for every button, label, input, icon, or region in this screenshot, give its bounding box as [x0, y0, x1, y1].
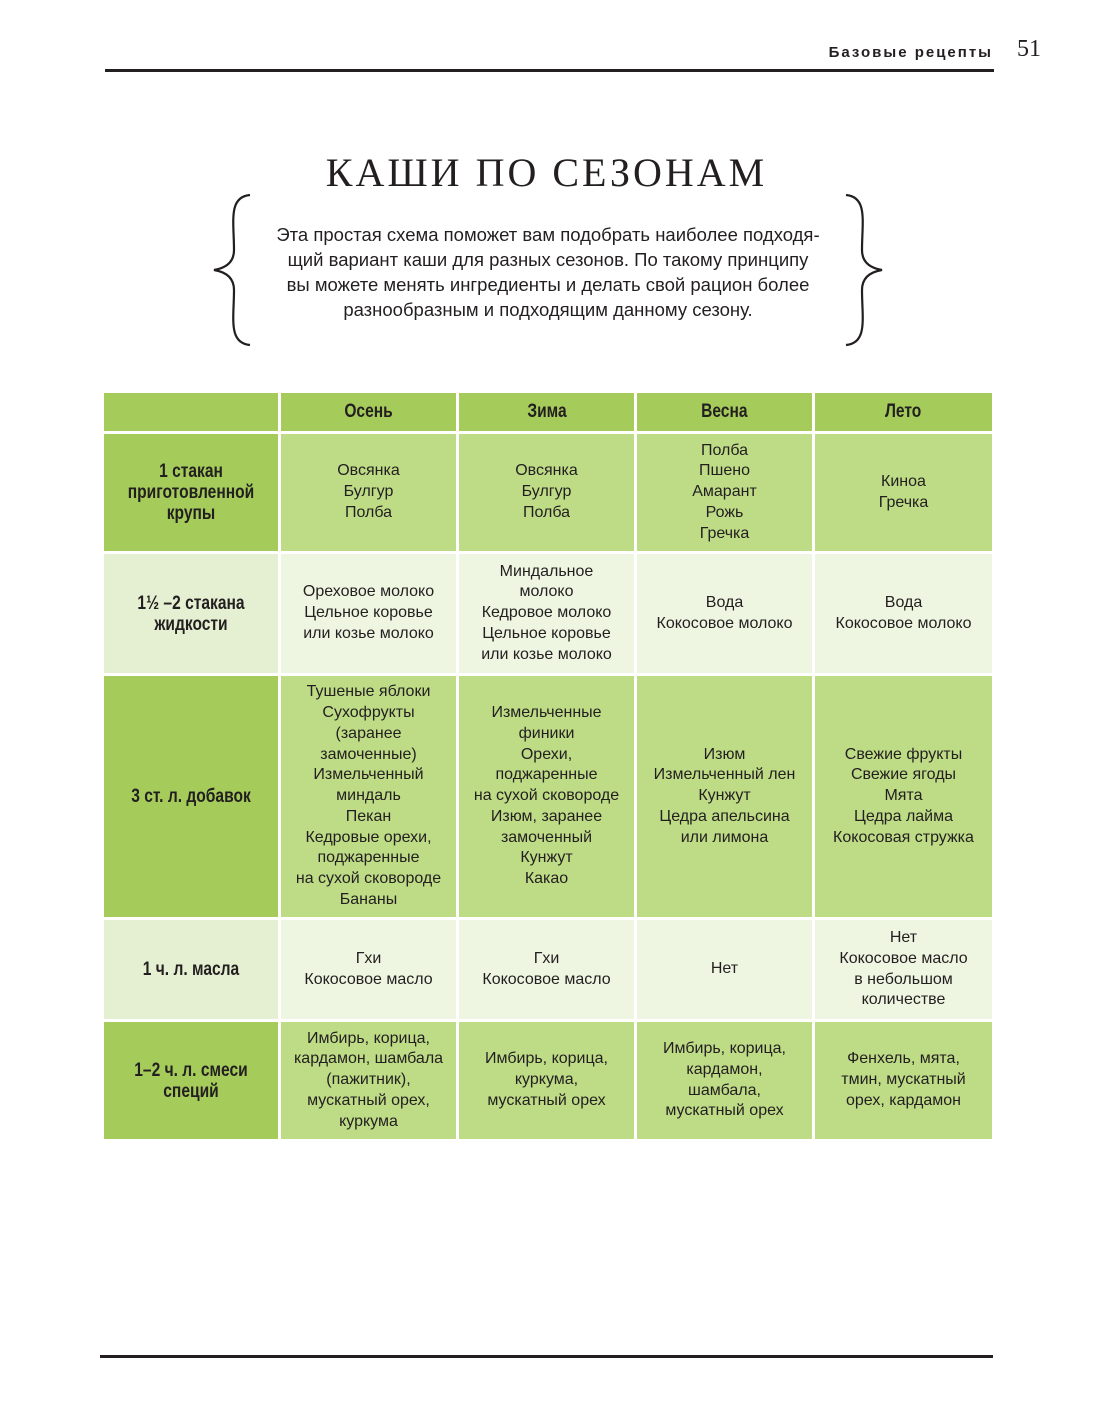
cell-line: Киноа	[881, 472, 926, 490]
cell-line: Булгур	[343, 483, 394, 501]
page-number: 51	[1017, 36, 1041, 62]
cell-summer	[814, 919, 994, 1021]
row-label-line: 3 ст. л. добавок	[131, 786, 251, 807]
cell-line: Тушеные яблоки	[306, 683, 431, 701]
cell-line: Кедровые орехи,	[305, 828, 432, 846]
header-label: Лето	[885, 401, 922, 422]
cell-line: орех, кардамон	[846, 1091, 961, 1109]
row-label-line: крупы	[166, 503, 216, 524]
cell-line: Кокосовое молоко	[656, 614, 793, 632]
cell-line: Полба	[700, 441, 749, 459]
cell-spring	[636, 1021, 814, 1141]
cell-line: тмин, мускатный	[841, 1071, 966, 1089]
row-label-line: специй	[163, 1080, 219, 1102]
table-header-row	[103, 392, 994, 433]
cell-autumn	[280, 553, 458, 675]
cell-line: мускатный орех	[665, 1102, 784, 1120]
cell-winter	[458, 1021, 636, 1141]
row-label	[103, 675, 280, 919]
cell-line: Фенхель, мята,	[847, 1050, 960, 1068]
cell-line: Овсянка	[337, 462, 400, 480]
table-row	[103, 675, 994, 919]
left-brace-icon	[210, 192, 254, 348]
cell-line: Нет	[889, 928, 918, 946]
cell-winter	[458, 919, 636, 1021]
cell-line: Вода	[705, 593, 744, 611]
cell-line: молоко	[519, 583, 574, 601]
cell-line: куркума	[339, 1112, 398, 1130]
cell-line: Изюм, заранее	[490, 807, 603, 825]
cell-line: Имбирь, корица,	[663, 1039, 786, 1057]
header-label: Зима	[526, 401, 567, 422]
cell-line: Цельное коровье	[482, 624, 611, 642]
row-label	[103, 1021, 280, 1141]
cell-line: Амарант	[692, 483, 757, 501]
row-label	[103, 433, 280, 553]
cell-line: Цельное коровье	[304, 604, 433, 622]
cell-line: Полба	[344, 503, 393, 521]
cell-autumn	[280, 1021, 458, 1141]
seasonal-porridge-table	[101, 390, 995, 1142]
cell-line: Гречка	[878, 493, 929, 511]
cell-line: Цедра апельсина	[659, 807, 790, 825]
cell-line: замоченные)	[320, 745, 417, 763]
cell-autumn	[280, 919, 458, 1021]
cell-line: Измельченные	[491, 703, 602, 721]
header-label: Осень	[344, 401, 393, 422]
intro-line: Эта простая схема поможет вам подобрать наиболее подходя-	[276, 224, 820, 245]
cell-line: Сухофрукты	[322, 703, 415, 721]
cell-line: Нет	[710, 960, 739, 978]
cell-line: Кокосовое масло	[839, 949, 968, 967]
cell-line: на сухой сковороде	[295, 870, 442, 888]
header-rule	[105, 69, 994, 72]
cell-winter	[458, 553, 636, 675]
cell-line: (заранее	[335, 724, 402, 742]
cell-line: финики	[518, 724, 575, 742]
cell-spring	[636, 553, 814, 675]
header-corner	[103, 392, 280, 433]
footer-rule	[100, 1355, 993, 1358]
cell-line: Ореховое молоко	[302, 583, 435, 601]
intro-line: щий вариант каши для разных сезонов. По такому принципу	[287, 249, 809, 270]
running-head	[105, 32, 1045, 72]
cell-line: поджаренные	[495, 766, 598, 784]
cell-line: мускатный орех	[487, 1091, 606, 1109]
cell-line: (пажитник),	[326, 1071, 411, 1089]
cell-line: Цедра лайма	[853, 807, 954, 825]
table-row	[103, 553, 994, 675]
cell-line: Рожь	[705, 503, 744, 521]
cell-line: Кокосовая стружка	[833, 828, 974, 846]
cell-line: или козье молоко	[303, 624, 434, 642]
cell-line: Свежие фрукты	[844, 745, 963, 763]
cell-line: куркума,	[514, 1071, 579, 1089]
cell-line: Кедровое молоко	[481, 604, 612, 622]
cell-line: шамбала,	[688, 1081, 761, 1099]
cell-line: Кокосовое масло	[304, 970, 433, 988]
header-label: Весна	[701, 401, 748, 422]
cell-line: Вода	[884, 593, 923, 611]
cell-line: Имбирь, корица,	[485, 1050, 608, 1068]
cell-line: Полба	[522, 503, 571, 521]
cell-line: Свежие ягоды	[850, 766, 957, 784]
cell-summer	[814, 1021, 994, 1141]
cell-line: Измельченный лен	[653, 766, 796, 784]
row-label-line: 1 стакан	[159, 461, 223, 482]
cell-winter	[458, 675, 636, 919]
intro-box	[210, 192, 886, 348]
cell-line: Бананы	[339, 891, 398, 909]
cell-line: или козье молоко	[481, 645, 612, 663]
row-label-line: 1½ –2 стакана	[137, 592, 245, 614]
intro-line: разнообразным и подходящим данному сезону.	[343, 299, 753, 320]
cell-line: в небольшом	[854, 970, 953, 988]
cell-line: Гречка	[699, 524, 750, 542]
cell-line: Изюм	[703, 745, 746, 763]
cell-line: кардамон,	[686, 1060, 763, 1078]
cell-line: Мята	[884, 787, 923, 805]
row-label	[103, 553, 280, 675]
cell-line: миндаль	[336, 787, 401, 805]
cell-line: Пшено	[699, 462, 750, 480]
cell-line: или лимона	[680, 828, 769, 846]
cell-line: на сухой сковороде	[473, 787, 620, 805]
cell-line: мускатный орех,	[307, 1091, 430, 1109]
cell-line: Гхи	[533, 949, 560, 967]
cell-spring	[636, 675, 814, 919]
cell-line: Гхи	[355, 949, 382, 967]
header-summer	[814, 392, 994, 433]
cell-line: Кунжут	[698, 787, 751, 805]
cell-summer	[814, 675, 994, 919]
cell-line: Пекан	[345, 807, 392, 825]
cell-winter	[458, 433, 636, 553]
cell-summer	[814, 553, 994, 675]
cell-autumn	[280, 433, 458, 553]
cell-line: Овсянка	[515, 462, 578, 480]
cell-line: Кокосовое масло	[482, 970, 611, 988]
row-label	[103, 919, 280, 1021]
cell-line: Имбирь, корица,	[307, 1029, 430, 1047]
table-row	[103, 919, 994, 1021]
intro-line: вы можете менять ингредиенты и делать свой рацион более	[286, 274, 810, 295]
cell-line: количестве	[861, 991, 946, 1009]
right-brace-icon	[842, 192, 886, 348]
cell-spring	[636, 919, 814, 1021]
table-row	[103, 433, 994, 553]
page-title: КАШИ ПО СЕЗОНАМ	[325, 149, 768, 195]
row-label-line: приготовленной	[127, 482, 255, 503]
cell-line: Измельченный	[313, 766, 424, 784]
header-autumn	[280, 392, 458, 433]
intro-text	[256, 222, 840, 322]
cell-line: Булгур	[521, 483, 572, 501]
cell-line: Орехи,	[520, 745, 573, 763]
cell-line: Миндальное	[499, 562, 594, 580]
row-label-line: 1–2 ч. л. смеси	[134, 1059, 248, 1081]
running-head-section: Базовые рецепты	[828, 44, 993, 61]
cell-line: кардамон, шамбала	[293, 1050, 444, 1068]
cell-spring	[636, 433, 814, 553]
header-winter	[458, 392, 636, 433]
cell-line: замоченный	[500, 828, 593, 846]
cell-line: Какао	[524, 870, 569, 888]
header-spring	[636, 392, 814, 433]
cell-line: Кокосовое молоко	[835, 614, 972, 632]
row-label-line: 1 ч. л. масла	[142, 959, 240, 980]
cell-line: поджаренные	[317, 849, 420, 867]
cell-line: Кунжут	[520, 849, 573, 867]
cell-autumn	[280, 675, 458, 919]
row-label-line: жидкости	[154, 613, 228, 635]
table-row	[103, 1021, 994, 1141]
cell-summer	[814, 433, 994, 553]
